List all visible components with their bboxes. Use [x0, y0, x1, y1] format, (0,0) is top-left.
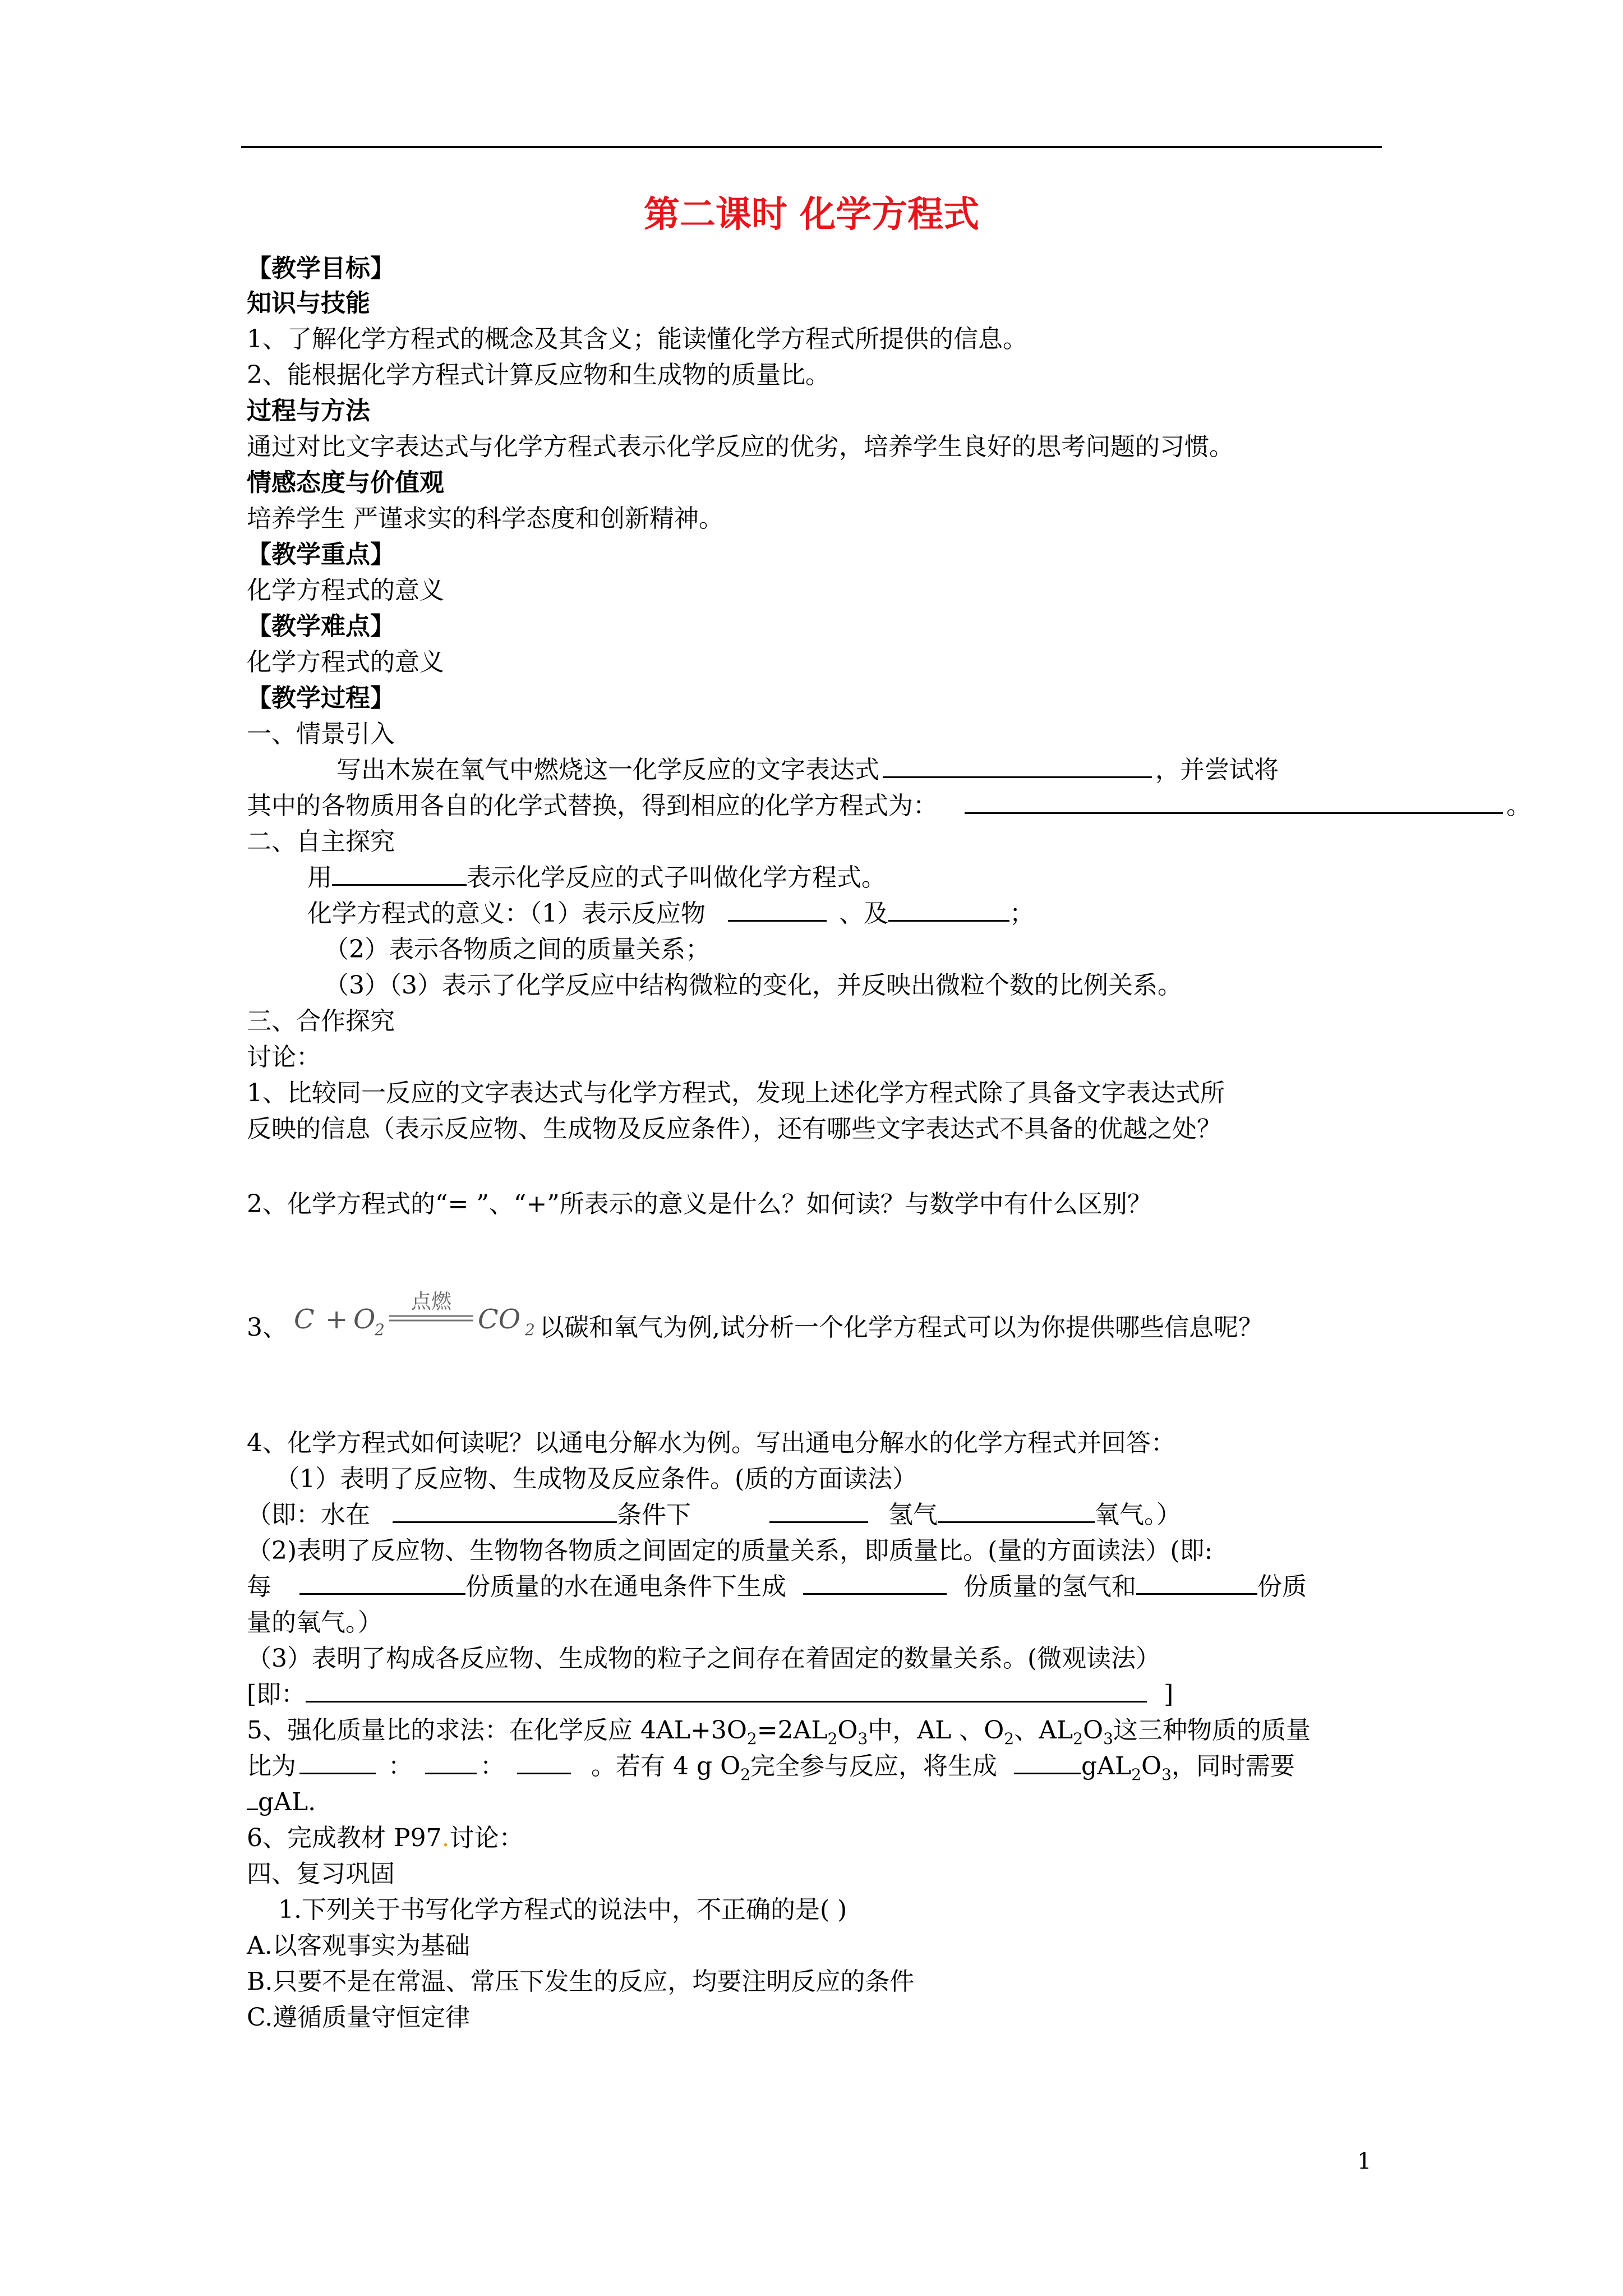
q5-text-6: O	[1083, 1716, 1104, 1745]
process-text: 通过对比文字表达式与化学方程式表示化学反应的优劣，培养学生良好的思考问题的习惯。	[247, 432, 1234, 461]
equation-condition: 点燃	[411, 1290, 452, 1313]
blank-what-represents[interactable]	[332, 861, 467, 886]
blank-ratio-al[interactable]	[299, 1749, 376, 1774]
q5c-text: gAL.	[258, 1788, 316, 1816]
discussion-label: 讨论：	[247, 1043, 321, 1071]
blank-product-mass[interactable]	[1014, 1749, 1081, 1774]
knowledge-heading: 知识与技能	[247, 289, 370, 318]
blank-reactants[interactable]	[728, 896, 827, 922]
question-4-1-fill	[247, 1498, 1181, 1533]
part2-line3: （2）表示各物质之间的质量关系；	[324, 935, 710, 964]
question-4-2-line-3: 量的氧气。）	[247, 1608, 382, 1637]
process-heading: 过程与方法	[247, 397, 370, 425]
q5-text-5: 、AL	[1014, 1716, 1073, 1745]
blank-products[interactable]	[888, 896, 1009, 922]
difficulty-text: 化学方程式的意义	[247, 648, 444, 677]
q5-text-2: =2AL	[757, 1716, 828, 1745]
blank-al-mass[interactable]	[247, 1785, 258, 1810]
option-a[interactable]: A.以客观事实为基础	[247, 1931, 470, 1960]
q4-1-text-c: 氢气	[888, 1501, 938, 1529]
svg-text:C: C	[294, 1304, 315, 1335]
knowledge-item-2: 2、能根据化学方程式计算反应物和生成物的质量比。	[247, 361, 830, 389]
part1-line2	[247, 789, 1531, 823]
review-question-1: 1.下列关于书写化学方程式的说法中，不正确的是( )	[278, 1895, 847, 1924]
question-2: 2、化学方程式的“= ”、“+”所表示的意义是什么？如何读？与数学中有什么区别？	[247, 1190, 1152, 1218]
blank-water-mass[interactable]	[299, 1570, 465, 1595]
q4-2-text-3: 份质量的氢气和	[963, 1572, 1136, 1601]
part2-heading: 二、自主探究	[247, 827, 395, 856]
q4-1-text-d: 氧气。）	[1095, 1501, 1181, 1529]
q4-2-text-4: 份质	[1257, 1572, 1307, 1601]
q4-1-text-b: 条件下	[617, 1501, 691, 1529]
q5b-text-3: ：	[480, 1752, 505, 1780]
q4-1-text-a: （即：水在	[247, 1501, 370, 1529]
question-5-line-2: 比为 ： ： 。若有 4 g $O_2$完全参与反应，将生成 $gAL_2O_3$，同时需要	[247, 1749, 1295, 1792]
goals-heading: 【教学目标】	[247, 254, 395, 283]
blank-word-equation[interactable]	[883, 753, 1152, 778]
key-text: 化学方程式的意义	[247, 576, 444, 605]
emotion-text: 培养学生 严谨求实的科学态度和创新精神。	[247, 504, 723, 533]
part1-line1-text-a: 写出木炭在氧气中燃烧这一化学反应的文字表达式	[336, 756, 879, 784]
page-title: 第二课时 化学方程式	[643, 194, 980, 236]
option-c[interactable]: C.遵循质量守恒定律	[247, 2003, 471, 2032]
key-heading: 【教学重点】	[247, 540, 395, 569]
part2-line2-text-b: 、及	[839, 899, 888, 928]
q5-text-1: 5、强化质量比的求法：在化学反应 4AL+3O	[247, 1716, 747, 1745]
question-4-1: （1）表明了反应物、生成物及反应条件。(质的方面读法）	[275, 1465, 917, 1493]
part1-line2-text-a: 其中的各物质用各自的化学式替换，得到相应的化学方程式为：	[247, 792, 938, 820]
question-3-prefix: 3、	[247, 1313, 287, 1342]
q5-text-7: 这三种物质的质量	[1113, 1716, 1311, 1745]
part2-line2-text-c: ；	[1009, 899, 1034, 928]
svg-text:+: +	[325, 1304, 348, 1335]
part2-line1-text-b: 表示化学反应的式子叫做化学方程式。	[467, 863, 886, 892]
part1-line1	[336, 753, 1279, 788]
blank-generate[interactable]	[769, 1498, 868, 1523]
q4-2-text-2: 份质量的水在通电条件下生成	[465, 1572, 786, 1601]
page-number: 1	[1357, 2148, 1372, 2174]
q5b-text-4: 。若有 4 g O	[591, 1752, 741, 1780]
q6-dot: .	[441, 1824, 450, 1852]
q5b-text-5: 完全参与反应，将生成	[750, 1752, 998, 1780]
part2-line1	[307, 861, 886, 895]
question-4-2-line-1: （2)表明了反应物、生物物各物质之间固定的质量关系，即质量比。(量的方面读法）(即:	[247, 1536, 1213, 1565]
q4-2-text-1: 每	[247, 1572, 271, 1601]
svg-text:O: O	[353, 1304, 376, 1335]
part1-line2-text-b: 。	[1506, 792, 1531, 820]
question-1-line-2: 反映的信息（表示反应物、生成物及反应条件），还有哪些文字表达式不具备的优越之处？	[247, 1115, 1221, 1143]
q5b-text-7: O	[1141, 1752, 1162, 1780]
question-4-3: （3）表明了构成各反应物、生成物的粒子之间存在着固定的数量关系。(微观读法）	[247, 1644, 1161, 1673]
question-4-3-fill	[247, 1677, 1173, 1712]
q5b-text-2: ：	[388, 1752, 413, 1780]
blank-water-condition[interactable]	[393, 1498, 617, 1523]
question-5-line-3	[247, 1785, 316, 1820]
svg-text:CO: CO	[478, 1304, 521, 1335]
option-b[interactable]: B.只要不是在常温、常压下发生的反应，均要注明反应的条件	[247, 1967, 915, 1996]
part1-line1-text-b: ，并尝试将	[1155, 756, 1279, 784]
q4-3-text-a: [即：	[247, 1680, 306, 1709]
difficulty-heading: 【教学难点】	[247, 612, 395, 641]
part4-heading: 四、复习巩固	[247, 1860, 395, 1888]
blank-microscopic-reading[interactable]	[306, 1677, 1147, 1703]
q5b-text-1: 比为	[247, 1752, 296, 1780]
teaching-process-heading: 【教学过程】	[247, 684, 395, 712]
blank-oxygen-mass[interactable]	[1136, 1570, 1257, 1595]
blank-chemical-equation[interactable]	[965, 789, 1503, 814]
q5-text-4: 中，AL 、O	[868, 1716, 1004, 1745]
q6-text-a: 6、完成教材 P97	[247, 1824, 442, 1852]
question-5-line-1: 5、强化质量比的求法：在化学反应 $4AL+3O_2=2AL_2O_3$中，AL 、$O_2$、$AL_2O_3$这三种物质的质量	[247, 1716, 1311, 1748]
blank-and[interactable]	[938, 1498, 1095, 1523]
q5-text-3: O	[837, 1716, 858, 1745]
equation-svg	[291, 1285, 537, 1352]
knowledge-item-1: 1、了解化学方程式的概念及其含义；能读懂化学方程式所提供的信息。	[247, 325, 1027, 353]
q6-text-c: 讨论：	[449, 1824, 524, 1852]
q5b-text-8: ，同时需要	[1171, 1752, 1295, 1780]
question-1-line-1: 1、比较同一反应的文字表达式与化学方程式，发现上述化学方程式除了具备文字表达式所	[247, 1079, 1225, 1107]
part1-heading: 一、情景引入	[247, 720, 395, 748]
part2-line2-text-a: 化学方程式的意义：（1）表示反应物	[307, 899, 706, 928]
blank-hydrogen-mass[interactable]	[803, 1570, 947, 1595]
part2-line1-text-a: 用	[307, 863, 332, 892]
question-4: 4、化学方程式如何读呢？以通电分解水为例。写出通电分解水的化学方程式并回答：	[247, 1429, 1175, 1457]
blank-ratio-o2[interactable]	[425, 1749, 477, 1774]
part2-line2	[307, 896, 1034, 931]
combustion-equation-image	[291, 1285, 537, 1352]
question-4-2-line-2	[247, 1570, 1307, 1604]
blank-ratio-al2o3[interactable]	[517, 1749, 571, 1774]
question-6	[247, 1821, 524, 1856]
emotion-heading: 情感态度与价值观	[247, 468, 444, 497]
q4-3-text-b: ]	[1164, 1680, 1174, 1709]
part3-heading: 三、合作探究	[247, 1007, 395, 1036]
header-rule	[241, 146, 1382, 148]
part2-line4: （3）（3）表示了化学反应中结构微粒的变化，并反映出微粒个数的比例关系。	[324, 971, 1182, 1000]
svg-text:2: 2	[525, 1320, 535, 1339]
question-3-text: 以碳和氧气为例,试分析一个化学方程式可以为你提供哪些信息呢？	[540, 1313, 1263, 1342]
q5b-text-6: gAL	[1081, 1752, 1132, 1780]
svg-text:2: 2	[375, 1320, 385, 1339]
